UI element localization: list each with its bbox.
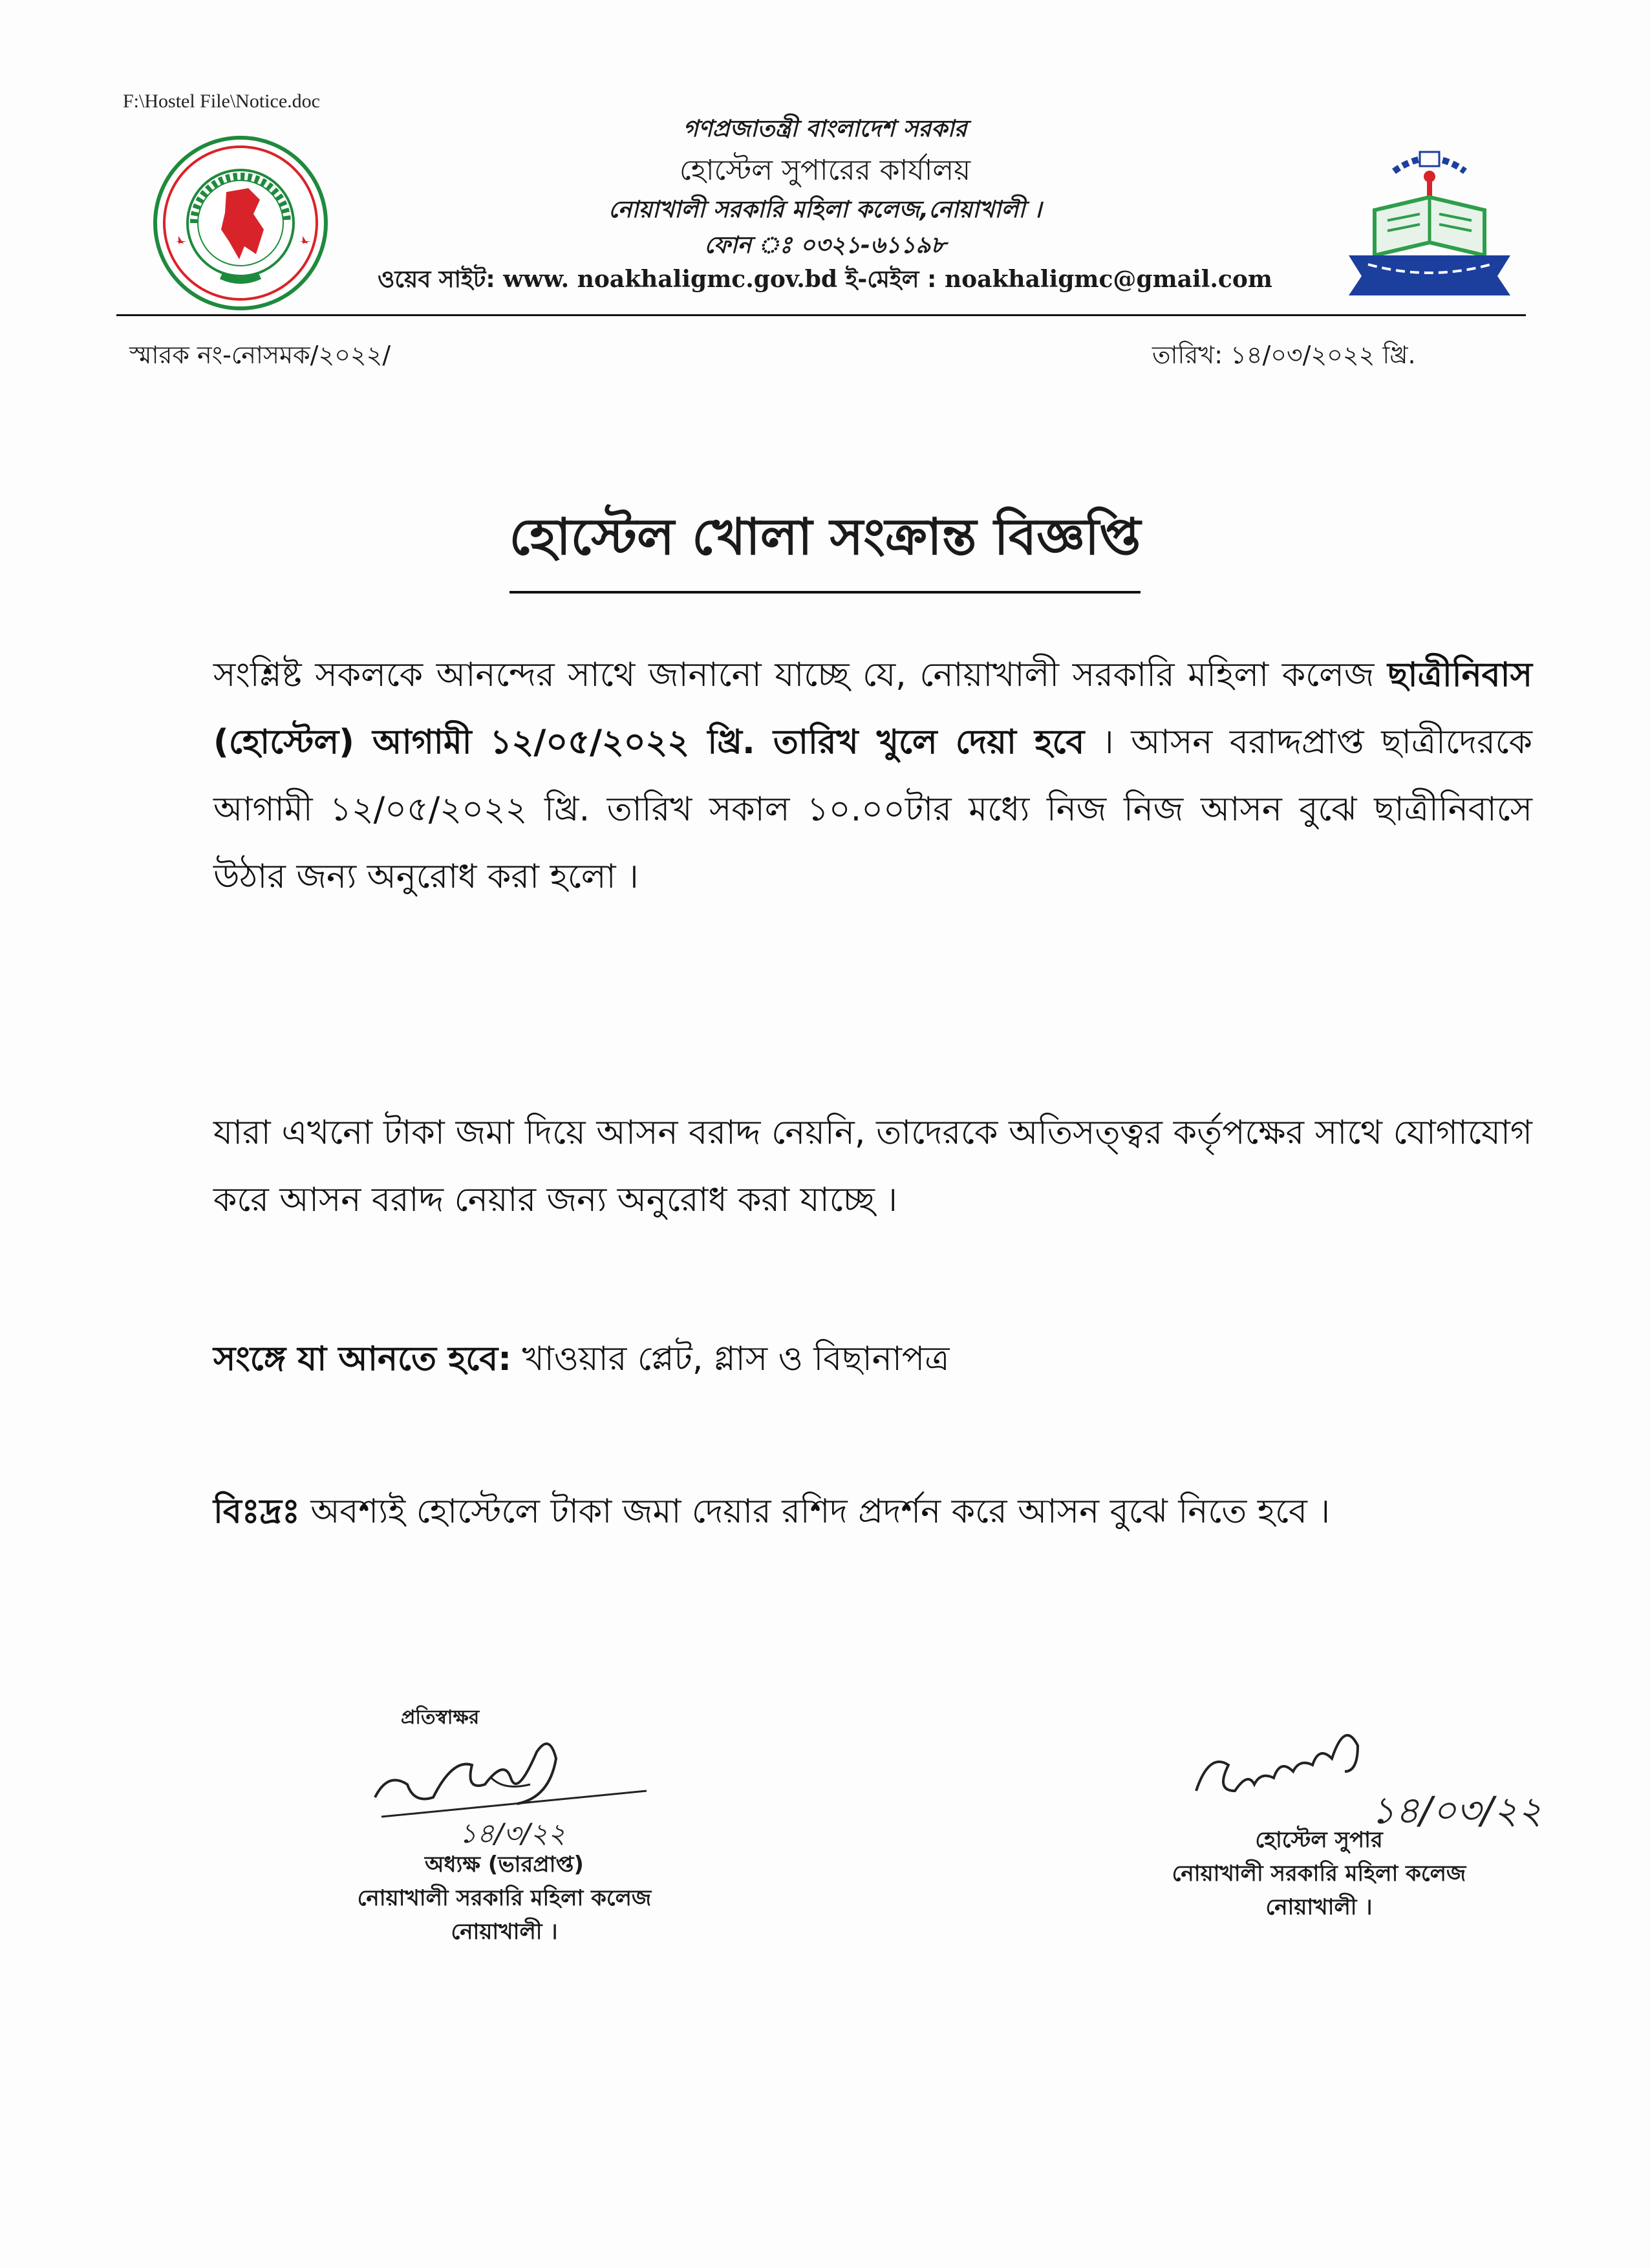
header-office: হোস্টেল সুপারের কার্যালয়: [679, 154, 971, 187]
hostel-super-signature-block: [1086, 1823, 1552, 1924]
principal-signature-block: [246, 1848, 763, 1949]
file-path: F:\Hostel File\Notice.doc: [123, 91, 320, 112]
principal-org: নোয়াখালী সরকারি মহিলা কলেজ: [357, 1885, 652, 1911]
items-label: সংঙ্গে যা আনতে হবে:: [213, 1340, 512, 1378]
hostel-super-signature-date: ১৪/০৩/২২: [1371, 1788, 1543, 1832]
header-contacts: [0, 262, 1650, 301]
memo-number: স্মারক নং-নোসমক/২০২২/: [129, 341, 391, 369]
principal-place: নোয়াখালী ।: [451, 1919, 558, 1945]
paragraph-opening-text-2: । আসন বরাদ্দপ্রাপ্ত ছাত্রীদেরকে আগামী ১২/০৫/২০২২ খ্রি. তারিখ সকাল ১০.০০টার মধ্যে নিজ নিজ আসন বুঝে ছাত্রীনিবাসে উঠার জন্য অনুরোধ করা হলো ।: [213, 723, 1532, 896]
header-phone: ফোন ঃ ০৩২১-৬১১৯৮: [704, 232, 946, 259]
header-government: গণপ্রজাতন্ত্রী বাংলাদেশ সরকার: [683, 116, 967, 142]
note-label: বিঃদ্রঃ: [213, 1492, 300, 1531]
paragraph-items: [213, 1325, 1532, 1393]
countersign-label: প্রতিস্বাক্ষর: [401, 1706, 480, 1729]
website-link[interactable]: www. noakhaligmc.gov.bd: [503, 266, 838, 293]
website-label: ওয়েব সাইট:: [378, 266, 495, 293]
header-divider: [116, 314, 1526, 316]
principal-title: অধ্যক্ষ (ভারপ্রাপ্ত): [425, 1852, 584, 1878]
note-text: অবশ্যই হোস্টেলে টাকা জমা দেয়ার রশিদ প্রদর্শন করে আসন বুঝে নিতে হবে ।: [299, 1492, 1331, 1531]
memo-date: তারিখ: ১৪/০৩/২০২২ খ্রি.: [1152, 341, 1416, 369]
paragraph-note: [213, 1478, 1532, 1545]
hostel-super-place: নোয়াখালী ।: [1265, 1894, 1373, 1920]
principal-signature-icon: [362, 1720, 659, 1862]
hostel-super-title: হোস্টেল সুপার: [1255, 1827, 1383, 1853]
header-college: নোয়াখালী সরকারি মহিলা কলেজ,নোয়াখালী ।: [608, 197, 1042, 223]
email-label: ই-মেইল :: [845, 266, 937, 293]
email-link[interactable]: noakhaligmc@gmail.com: [944, 266, 1272, 293]
paragraph-opening-text-1: সংশ্লিষ্ট সকলকে আনন্দের সাথে জানানো যাচ্ছে যে, নোয়াখালী সরকারি মহিলা কলেজ: [213, 656, 1388, 694]
paragraph-opening: [213, 641, 1532, 910]
paragraph-allocation: যারা এখনো টাকা জমা দিয়ে আসন বরাদ্দ নেয়নি, তাদেরকে অতিসত্ত্বর কর্তৃপক্ষের সাথে যোগাযোগ করে আসন বরাদ্দ নেয়ার জন্য অনুরোধ করা যাচ্ছে ।: [213, 1113, 1532, 1219]
paragraph-opening-emphasis: ছাত্রীনিবাস (হোস্টেল) আগামী ১২/০৫/২০২২ খ্রি. তারিখ খুলে দেয়া হবে: [213, 656, 1532, 762]
items-text: খাওয়ার প্লেট, গ্লাস ও বিছানাপত্র: [511, 1340, 950, 1378]
hostel-super-org: নোয়াখালী সরকারি মহিলা কলেজ: [1172, 1861, 1466, 1887]
title-container: [0, 498, 1650, 594]
principal-signature-date: ১৪/৩/২২: [459, 1817, 566, 1849]
notice-title: হোস্টেল খোলা সংক্রান্ত বিজ্ঞপ্তি: [509, 498, 1141, 594]
